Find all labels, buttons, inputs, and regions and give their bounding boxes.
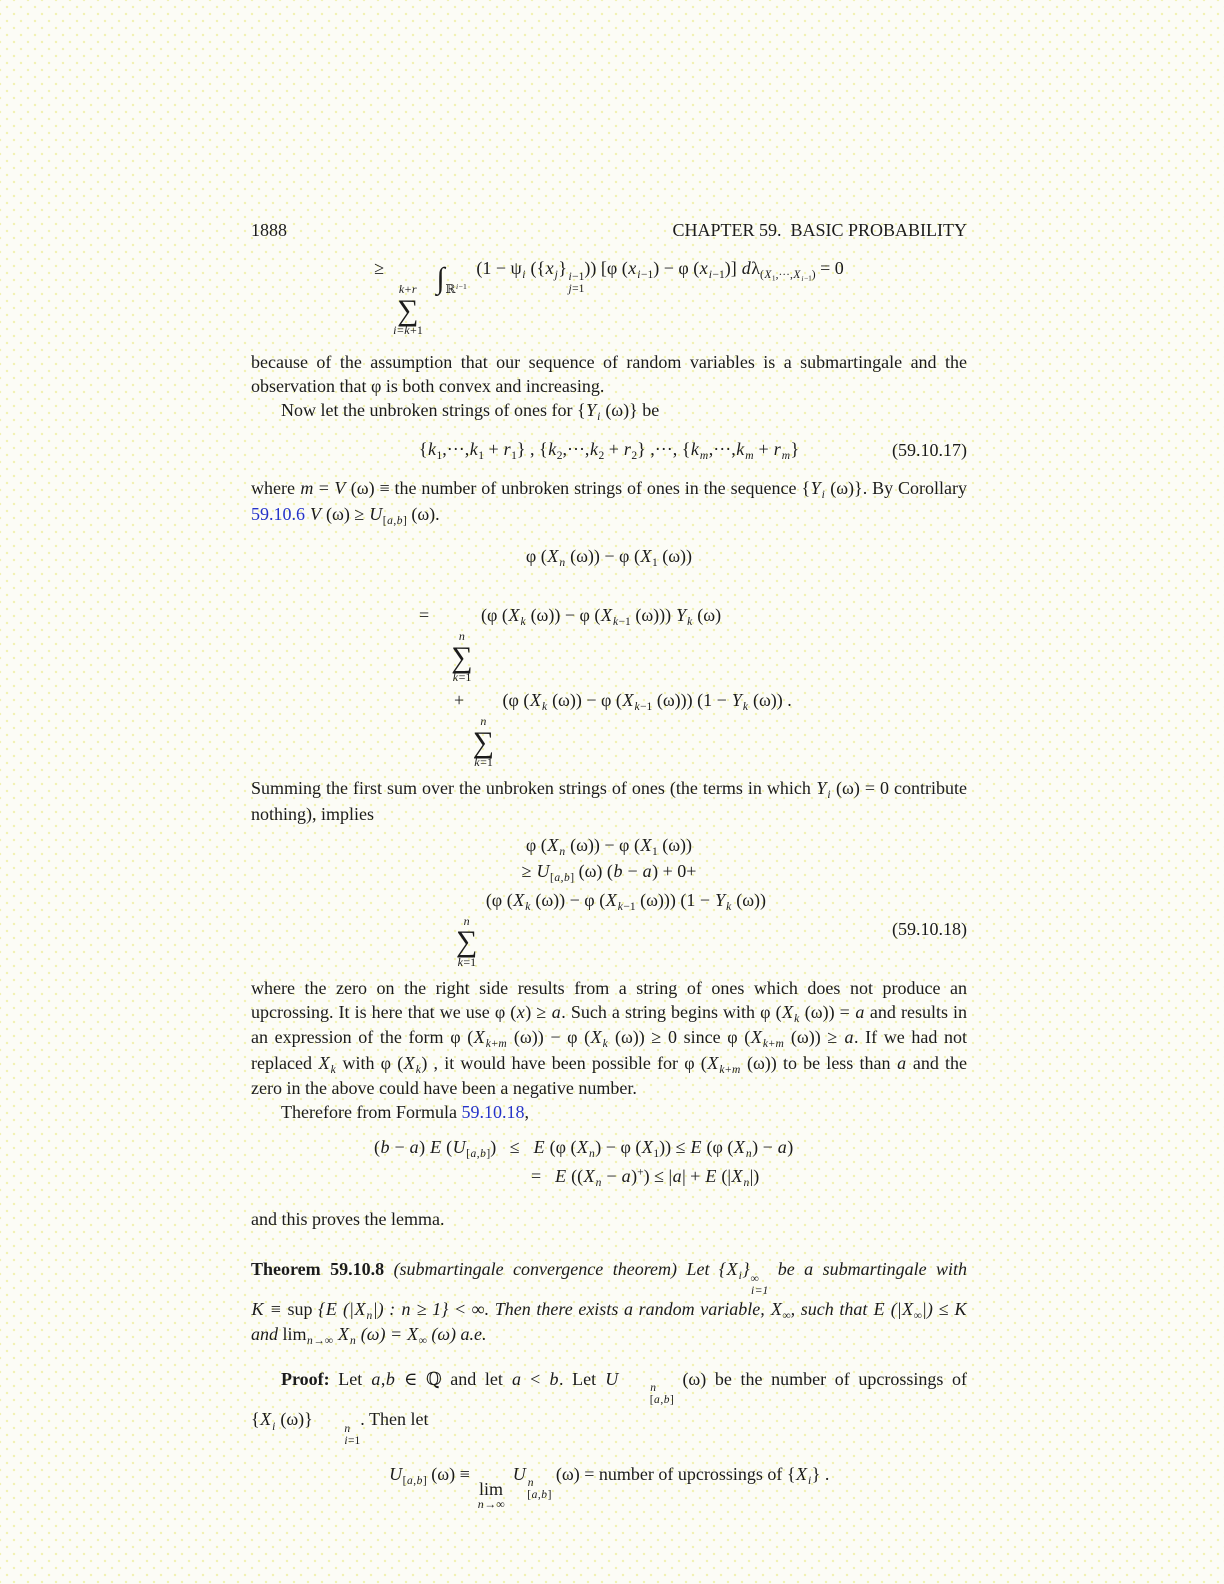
equation-tag: (59.10.17) xyxy=(892,439,967,460)
equation-upcrossing-bound xyxy=(251,860,967,885)
subscript: ∞ xyxy=(782,1309,791,1322)
paragraph-where-zero: where the zero on the right side results from a string of ones which does not produce an upcrossing. It is here that we use φ (x) ≥ a. Such a string begins with φ ($X_k$ (ω)) = a and results in an expression of the form φ ($X_{k+m}$ (ω)) − φ ($X_k$ (ω)) ≥ 0 since φ ($X_{k+m}$ (ω)) ≥ a. If we had not replaced $X_k$ with φ $(X_k)$ , it would have been possible for φ ($X_{k+m}$ (ω)) to be less than a and the zero in the above could have been a negative number. xyxy=(251,977,968,1099)
equation-upcrossings-limit xyxy=(251,1463,967,1512)
subscript: [a,b] xyxy=(649,1394,674,1407)
subscript: j xyxy=(554,269,558,282)
subscript: 1 xyxy=(651,845,658,858)
chapter-title: CHAPTER 59. BASIC PROBABILITY xyxy=(672,220,967,240)
paragraph-now-let: Now let the unbroken strings of ones for {$Y_i$ (ω)} be xyxy=(281,400,660,424)
equation-content: ≥ k+r ∑ i=k+1 $\int_{ℝ^{i-1}}$ ($1 - \psi_i$ ($\{x_j\}$ i−1 j=1 )) [φ $(x_{i-1}) - \varphi$ $(x_{i-1})$] $d\lambda_{(X_1,\cdot\cdot\cdot,X_{i-1})} = 0$ xyxy=(374,258,844,338)
equation-tag: (59.10.18) xyxy=(892,918,967,939)
subscript: 1 xyxy=(478,449,484,462)
subscript: k xyxy=(541,700,548,713)
subscript: (X1,···,Xi−1) xyxy=(760,269,816,283)
sum-lower-limit: k=1 xyxy=(474,755,493,770)
superscript: i−1 xyxy=(568,271,585,284)
subscript: i xyxy=(522,269,526,282)
equation-59-10-17 xyxy=(251,438,967,463)
subscript: m xyxy=(699,449,709,462)
equation-content: + n ∑ k=1 (φ ($X_k$ (ω)) − φ ($X_{k-1}$ (ω))) ($1 - Y_k$ (ω)) . xyxy=(454,689,792,770)
subscript: [a,b] xyxy=(549,872,575,885)
roman-text: lim xyxy=(282,1324,307,1345)
subscript: [a,b] xyxy=(382,514,407,527)
paragraph-where-m: where m = V (ω) ≡ the number of unbroken strings of ones in the sequence {$Y_i$ (ω)}. By Corollary 59.10.6 V $(\omega) \ge U_{[a,b]}$ (ω). xyxy=(251,478,967,527)
subscript: ∞ xyxy=(913,1309,922,1322)
subscript: i xyxy=(827,789,831,801)
limit-operator xyxy=(477,1480,505,1512)
subscript: [a,b] xyxy=(466,1148,491,1161)
equation-submartingale-zero xyxy=(251,257,967,338)
equation-sum-line-2 xyxy=(251,689,967,770)
paragraph-because: because of the assumption that our sequence of random variables is a submartingale and the observation that φ is both convex and increasing. xyxy=(251,352,967,397)
inline-math: {$Y_i$ (ω)} xyxy=(801,478,863,502)
superscript: ∞ xyxy=(750,1272,759,1285)
inline-math: K ≡ sup {E $(|X_n|)$ : n ≥ 1} < ∞ xyxy=(251,1298,485,1322)
subscript: 1 xyxy=(651,557,658,570)
subscript: k−1 xyxy=(617,900,636,913)
superscript: n xyxy=(527,1477,534,1490)
inline-math: $X_\infty$ xyxy=(770,1298,791,1322)
inline-math: φ ($X_k$ (ω)) = a xyxy=(760,1001,865,1025)
roman-text: sup xyxy=(287,1298,313,1319)
page-body xyxy=(251,257,967,1512)
sum-symbol xyxy=(393,283,423,338)
subscript: k xyxy=(726,900,732,913)
sigma-glyph: ∑ xyxy=(455,925,478,959)
subscript: n xyxy=(745,1148,752,1161)
sigma-glyph: ∑ xyxy=(397,293,419,327)
page-number: 1888 xyxy=(251,220,287,240)
integral-icon: ∫ xyxy=(436,261,445,295)
subscript: n xyxy=(366,1309,373,1322)
subscript: k xyxy=(525,900,531,913)
equation-content: = E $((X_n - a)^+) \le |a| + E$ $(|X_n|)$ xyxy=(531,1165,760,1189)
roman-text: number of upcrossings of xyxy=(598,1463,787,1484)
sum-upper-limit: n xyxy=(458,628,465,643)
subscript: j=1 xyxy=(568,283,585,296)
subscript: k+m xyxy=(719,1063,741,1076)
equation-expectation-line-2 xyxy=(251,1165,967,1190)
subscript: 2 xyxy=(556,449,563,462)
inline-math: U n [a,b] (ω) xyxy=(605,1369,707,1407)
subscript: i xyxy=(808,1475,812,1487)
subscript: i=1 xyxy=(344,1434,361,1447)
subscript: 2 xyxy=(631,449,638,462)
subscript: i xyxy=(597,411,601,424)
sum-symbol xyxy=(473,715,494,770)
equation-59-10-18 xyxy=(251,889,967,970)
inline-math: φ $(X_k)$ xyxy=(380,1052,428,1076)
sum-symbol xyxy=(451,630,472,685)
subscript: n→∞ xyxy=(307,1335,334,1348)
subscript: i xyxy=(821,489,825,502)
subscript: n xyxy=(559,845,566,858)
italic-text: (submartingale convergence theorem) Let $\{X_i\}$ ∞ i=1 be a submartingale with K ≡ sup {E $(|X_n|)$ : n ≥ 1} < ∞. Then there exists a random variable, $X_\infty$, such that E $(|X_\infty|) \le K$ and $\lim_{n\to\infty} X_n$ $(\omega) = X_\infty$ (ω) a.e. xyxy=(251,1259,968,1348)
integral-domain: ℝi−1 xyxy=(445,281,467,297)
inline-math: $\{X_i\}$ ∞ i=1 xyxy=(718,1259,769,1297)
page-header xyxy=(251,220,967,241)
subscript: n xyxy=(743,1176,750,1189)
equation-content: (b − a) E $(U_{[a,b]})$ ≤ E (φ $(X_n) - \varphi$ $(X_1)) \le E$ (φ $(X_n) - a$) xyxy=(374,1137,794,1161)
stacked-scripts xyxy=(314,1423,360,1447)
inline-math: a xyxy=(897,1052,907,1073)
limit-lower: n→∞ xyxy=(477,1497,505,1512)
stacked-scripts xyxy=(527,1477,551,1501)
lim-glyph: lim xyxy=(479,1479,504,1500)
equation-content: φ ($X_n$ (ω)) − φ ($X_1$ (ω)) xyxy=(525,546,693,570)
subscript: i−1 xyxy=(708,269,725,282)
subscript: i−1 xyxy=(801,273,812,283)
subscript: k−1 xyxy=(634,700,653,713)
subscript: i=1 xyxy=(751,1284,769,1297)
superscript: n xyxy=(344,1422,351,1435)
superscript: + xyxy=(637,1166,644,1179)
subscript: k xyxy=(794,1012,800,1025)
subscript: [a,b] xyxy=(402,1475,427,1487)
subscript: 1 xyxy=(653,1148,660,1161)
subscript: n xyxy=(559,557,566,570)
inline-math: E $(|X_\infty|) \le K$ xyxy=(873,1298,967,1322)
equation-expectation-line-1 xyxy=(251,1136,967,1161)
inline-math: $Y_i$ (ω) = 0 xyxy=(816,777,890,801)
equation-content: $U_{[a,b]}$ (ω) ≡ lim n→∞ U n [a,b] (ω) = number of upcrossings of $\{X_i\}$ . xyxy=(389,1463,830,1512)
subscript: k xyxy=(415,1063,421,1076)
stacked-scripts xyxy=(620,1382,674,1406)
ref-link[interactable]: 59.10.6 xyxy=(251,503,305,524)
subscript: n xyxy=(589,1148,595,1161)
inline-math: φ xyxy=(370,376,382,397)
subscript: 1 xyxy=(771,273,776,283)
subscript: m xyxy=(745,449,754,462)
subscript: ∞ xyxy=(418,1335,427,1348)
sum-lower-limit: k=1 xyxy=(457,954,477,969)
paragraph-proves-lemma: and this proves the lemma. xyxy=(251,1209,445,1230)
subscript: 1 xyxy=(511,449,517,462)
subscript: n xyxy=(350,1335,356,1348)
equation-content: = n ∑ k=1 (φ ($X_k$ (ω)) − φ ($X_{k-1}$ (ω))) $Y_k$ (ω) xyxy=(419,604,722,685)
paragraph-summing: Summing the first sum over the unbroken strings of ones (the terms in which $Y_i$ (ω) = 0 contribute nothing), implies xyxy=(251,777,967,824)
inline-math: $\lim_{n\to\infty} X_n$ $(\omega) = X_\infty$ (ω) xyxy=(282,1324,457,1348)
equation-sum-line-1 xyxy=(251,604,967,685)
inline-math: φ ($X_{k+m}$ (ω)) xyxy=(684,1052,777,1076)
inline-math: φ ($X_{k+m}$ (ω)) ≥ a xyxy=(727,1027,854,1051)
stacked-scripts xyxy=(751,1273,769,1297)
subscript: k xyxy=(602,1038,608,1051)
page-content xyxy=(251,220,967,1520)
equation-content: ≥ $U_{[a,b]}$ (ω) (b − a) + 0+ xyxy=(521,861,697,885)
equation-phi-difference xyxy=(251,545,967,570)
subscript: k+m xyxy=(762,1038,784,1051)
subscript: i−1 xyxy=(637,269,654,282)
sum-symbol xyxy=(456,915,477,970)
inline-math: V $(\omega) \ge U_{[a,b]}$ (ω) xyxy=(310,503,436,527)
equation-content: $\{k_1,\cdot\cdot\cdot,k_1 + r_1\}$ , $\{k_2,\cdot\cdot\cdot,k_2 + r_2\}$ ,···, $\{k_m,\cdot\cdot\cdot,k_m + r_m\}$ xyxy=(418,438,800,462)
sum-upper-limit: n xyxy=(480,713,487,728)
bold-text: Theorem 59.10.8 xyxy=(251,1259,385,1280)
subscript: k+m xyxy=(485,1038,507,1051)
equation-phi-difference-2 xyxy=(251,834,967,859)
proof-paragraph: Proof: Let a,b ∈ ℚ and let a < b. Let U n [a,b] (ω) be the number of upcrossings of {$X_i$ (ω)} n i=1 . Then let xyxy=(251,1369,967,1447)
equation-content: φ ($X_n$ (ω)) − φ ($X_1$ (ω)) xyxy=(525,834,693,858)
subscript: [a,b] xyxy=(527,1489,552,1502)
ref-link[interactable]: 59.10.18 xyxy=(461,1102,525,1123)
subscript: n xyxy=(595,1176,602,1189)
subscript: i xyxy=(738,1270,742,1283)
subscript: k−1 xyxy=(612,615,631,628)
subscript: k xyxy=(742,700,748,713)
sum-lower-limit: i=k+1 xyxy=(393,323,423,338)
inline-math: a,b ∈ ℚ xyxy=(371,1369,442,1389)
inline-math: φ (x) ≥ a xyxy=(494,1001,561,1022)
sigma-glyph: ∑ xyxy=(472,725,495,759)
theorem-59-10-8 xyxy=(251,1257,967,1348)
inline-math: a < b xyxy=(512,1369,559,1389)
subscript: k xyxy=(330,1063,336,1076)
subscript: 2 xyxy=(598,449,605,462)
inline-math: m = V (ω) ≡ xyxy=(300,478,390,499)
equation-content: n ∑ k=1 (φ ($X_k$ (ω)) − φ ($X_{k-1}$ (ω))) ($1 - Y_k$ (ω)) xyxy=(455,889,767,969)
subscript: m xyxy=(781,449,791,462)
paragraph-therefore: Therefore from Formula 59.10.18, xyxy=(281,1102,529,1123)
bold-text: Proof: xyxy=(281,1369,330,1389)
sum-upper-limit: k+r xyxy=(398,281,417,296)
subscript: i xyxy=(272,1420,276,1433)
subscript: k xyxy=(520,615,526,628)
sum-upper-limit: n xyxy=(463,913,470,928)
superscript: n xyxy=(650,1382,656,1395)
stacked-scripts xyxy=(568,271,584,295)
subscript: 1 xyxy=(436,449,443,462)
sum-lower-limit: k=1 xyxy=(452,670,472,685)
inline-math: {$X_i$ (ω)} n i=1 xyxy=(251,1409,361,1447)
inline-math: $X_k$ xyxy=(318,1052,336,1076)
superscript: i−1 xyxy=(456,281,467,291)
inline-math: {$Y_i$ (ω)} xyxy=(576,400,638,424)
subscript: k xyxy=(687,615,693,628)
inline-math: φ ($X_{k+m}$ (ω)) − φ ($X_k$ (ω)) ≥ 0 xyxy=(450,1027,677,1051)
sigma-glyph: ∑ xyxy=(451,640,473,674)
